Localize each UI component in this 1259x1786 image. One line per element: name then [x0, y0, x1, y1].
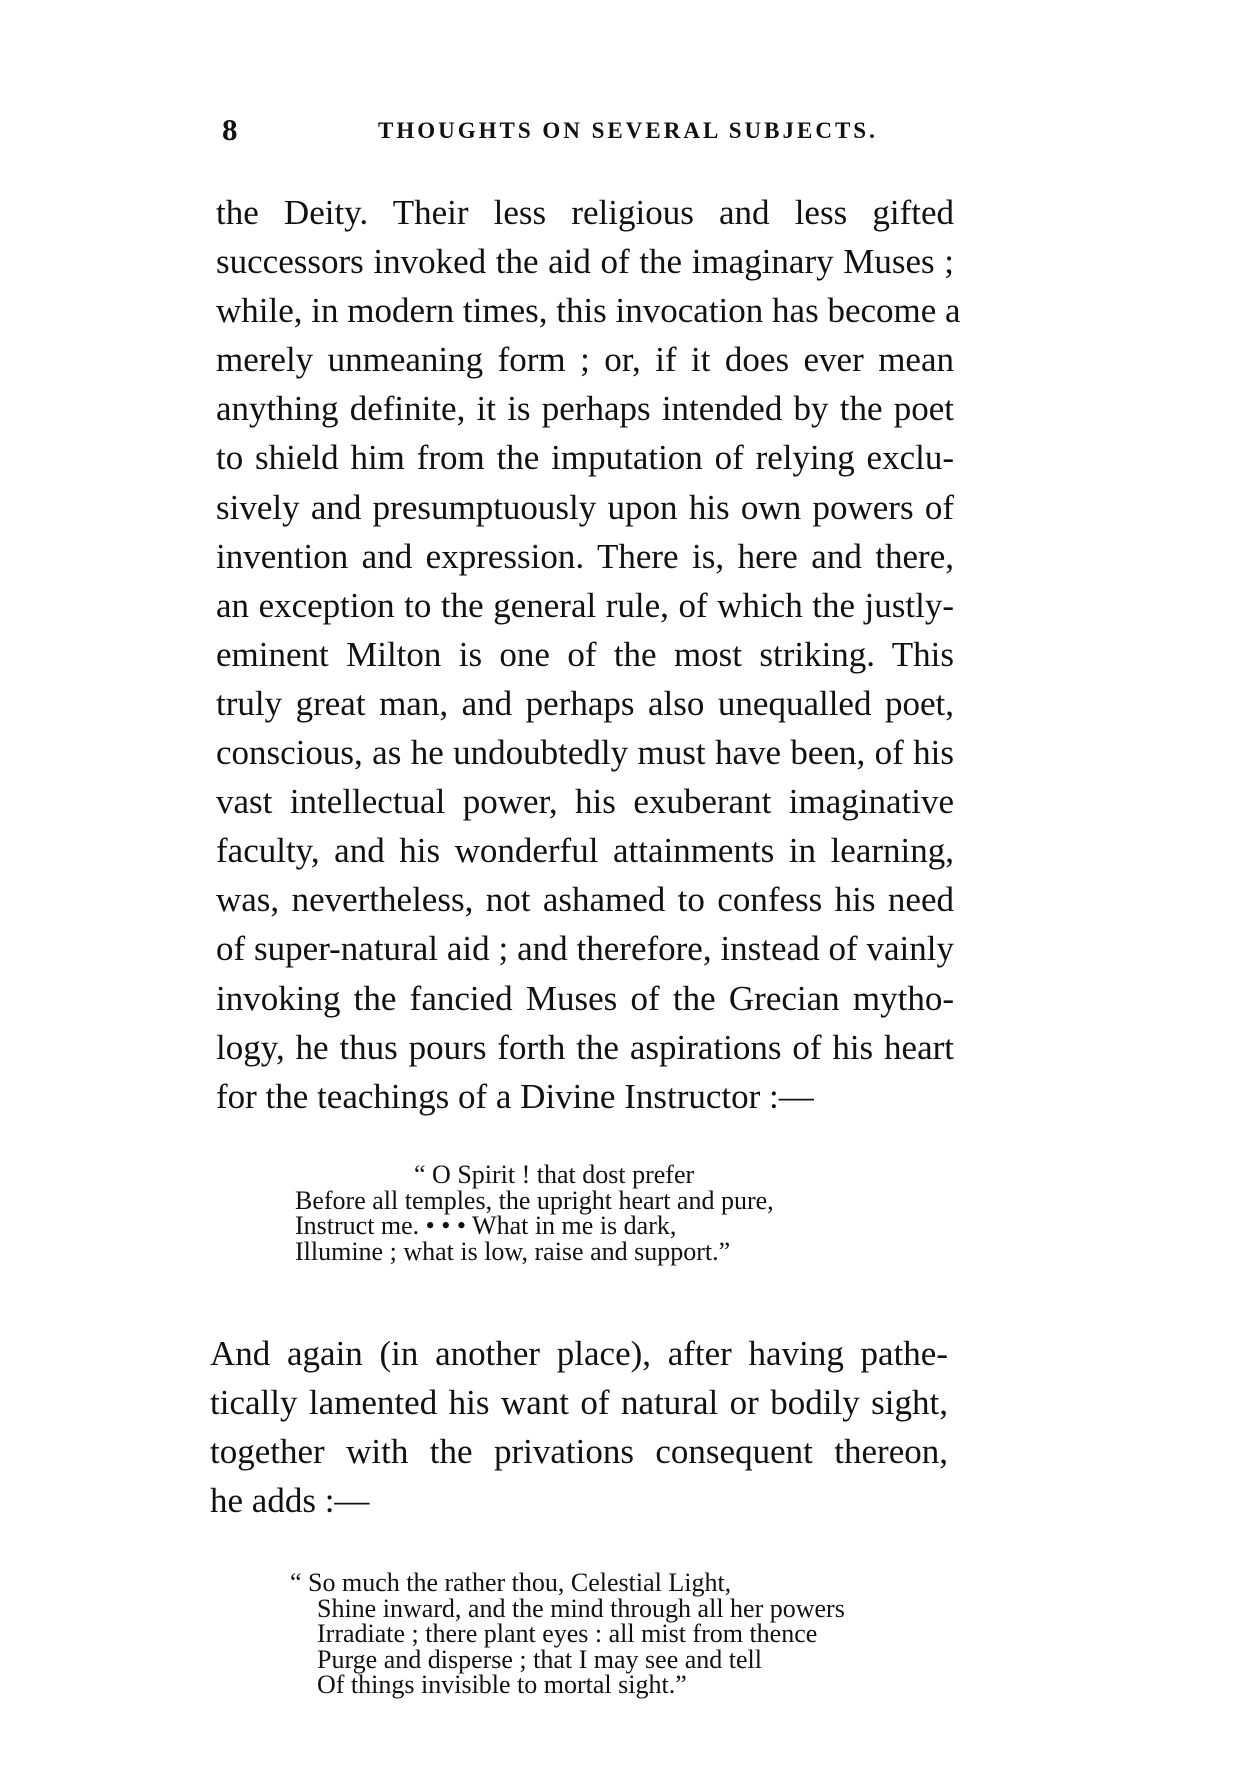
body-paragraph-1 [216, 188, 961, 1121]
verse-quote-2 [290, 1570, 845, 1698]
verse-line: “ So much the rather thou, Celestial Light, [290, 1568, 732, 1597]
text-line: to shield him from the imputation of relying exclu- [216, 438, 954, 478]
text-line: tically lamented his want of natural or bodily sight, [210, 1383, 948, 1423]
verse-line: Of things invisible to mortal sight.” [317, 1670, 687, 1699]
text-line: for the teachings of a Divine Instructor :— [216, 1076, 814, 1116]
text-line: merely unmeaning form ; or, if it does ever mean [216, 340, 954, 380]
verse-line: Instruct me. • • • What in me is dark, [295, 1211, 677, 1240]
verse-line: Purge and disperse ; that I may see and tell [317, 1644, 763, 1674]
text-line: together with the privations consequent thereon, [210, 1432, 948, 1472]
verse-quote-1 [295, 1162, 774, 1264]
text-line: truly great man, and perhaps also unequalled poet, [216, 683, 954, 723]
text-line: sively and presumptuously upon his own powers of [216, 487, 954, 527]
text-line: faculty, and his wonderful attainments in learning, [216, 831, 954, 871]
text-line: was, nevertheless, not ashamed to confess his need [216, 880, 954, 920]
verse-line: Shine inward, and the mind through all her powers [317, 1593, 845, 1623]
text-line: of super-natural aid ; and therefore, instead of vainly [216, 929, 954, 969]
verse-line: Irradiate ; there plant eyes : all mist from thence [317, 1619, 818, 1648]
text-line: while, in modern times, this invocation has become a [216, 291, 961, 331]
page-header [222, 112, 962, 152]
text-line: conscious, as he undoubtedly must have been, of his [216, 733, 954, 773]
verse-line: Before all temples, the upright heart and pure, [295, 1185, 774, 1215]
text-line: logy, he thus pours forth the aspirations of his heart [216, 1027, 954, 1067]
page-number: 8 [222, 112, 238, 147]
verse-line: “ O Spirit ! that dost prefer [414, 1160, 695, 1189]
text-line: anything definite, it is perhaps intended by the poet [216, 389, 954, 429]
text-line: vast intellectual power, his exuberant imaginative [216, 782, 954, 822]
text-line: And again (in another place), after having pathe- [210, 1334, 948, 1373]
text-line: eminent Milton is one of the most striking. This [216, 634, 954, 674]
text-line: successors invoked the aid of the imaginary Muses ; [216, 242, 954, 282]
text-line: invention and expression. There is, here and there, [216, 536, 954, 576]
running-title: THOUGHTS ON SEVERAL SUBJECTS. [378, 118, 878, 143]
body-paragraph-2 [210, 1329, 948, 1525]
text-line: an exception to the general rule, of which the justly- [216, 585, 954, 625]
text-line: he adds :— [210, 1481, 370, 1521]
verse-line: Illumine ; what is low, raise and support.” [295, 1236, 731, 1266]
text-line: the Deity. Their less religious and less gifted [216, 193, 954, 232]
text-line: invoking the fancied Muses of the Grecian mytho- [216, 978, 954, 1018]
